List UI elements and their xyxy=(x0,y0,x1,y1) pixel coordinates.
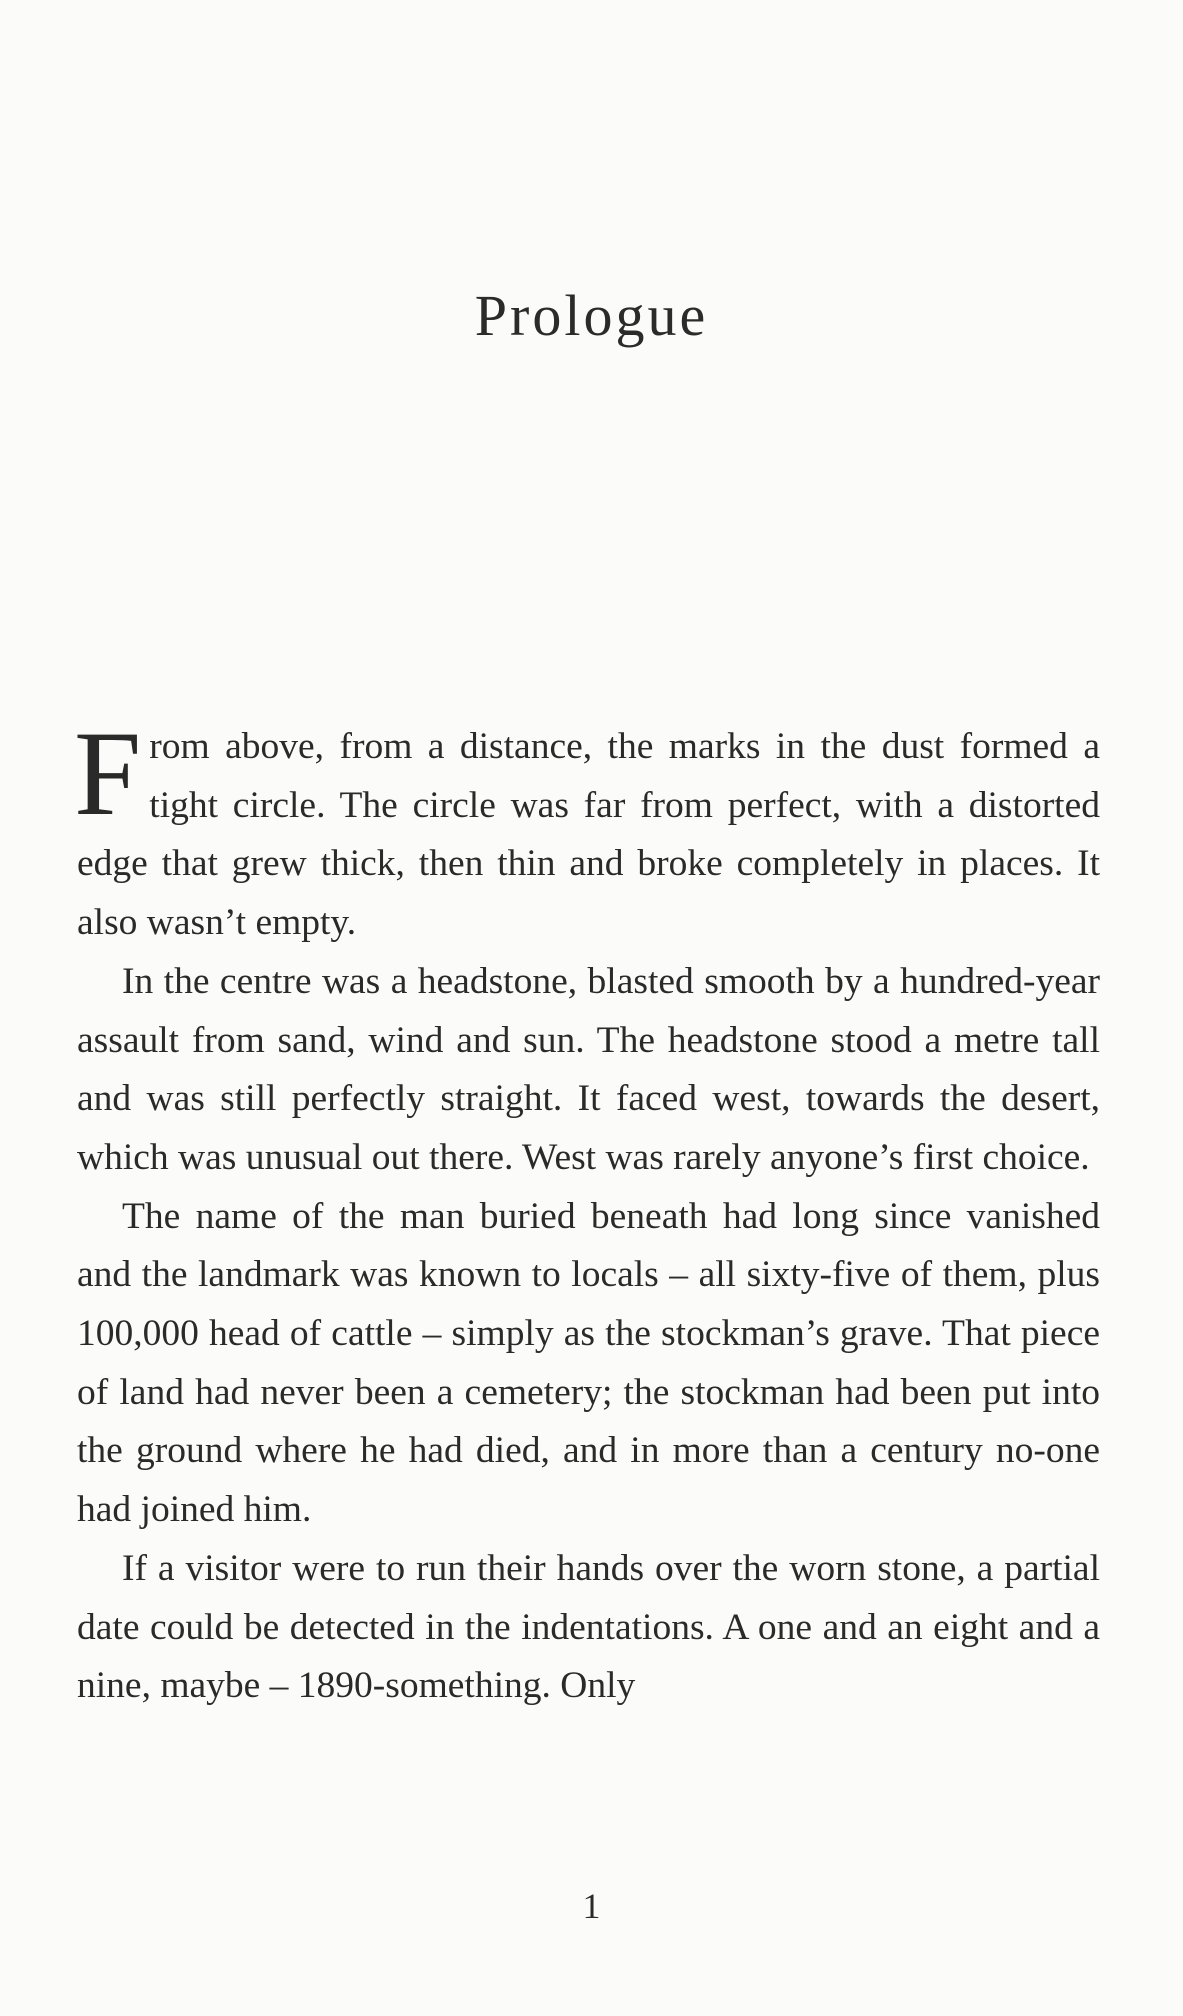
paragraph: The name of the man buried beneath had long since vanished and the landmark was known to locals – all sixty-five of them, plus 100,000 head of cattle – simply as the stockman’s grave. That piece of land had never been a cemetery; the stockman had been put into the ground where he had died, and in more than a century no-one had joined him. xyxy=(77,1195,1100,1531)
paragraph: If a visitor were to run their hands over the worn stone, a partial date could be detected in the indentations. A one and an eight and a nine, maybe – 1890-something. Only xyxy=(77,1547,1100,1707)
paragraph: In the centre was a headstone, blasted smooth by a hundred-year assault from sand, wind and sun. The headstone stood a metre tall and was still perfectly straight. It faced west, towards the desert, which was unusual out there. West was rarely anyone’s first choice. xyxy=(77,960,1100,1178)
paragraph-text: rom above, from a distance, the marks in the dust formed a tight circle. The circle was far from perfect, with a distorted edge that grew thick, then thin and broke completely in places. It also wasn’t empty. xyxy=(77,726,1100,944)
chapter-title: Prologue xyxy=(474,283,709,348)
page-number: 1 xyxy=(582,1886,601,1926)
drop-cap: F xyxy=(74,707,142,841)
paragraph xyxy=(74,707,1100,953)
body-text xyxy=(74,707,1100,1716)
